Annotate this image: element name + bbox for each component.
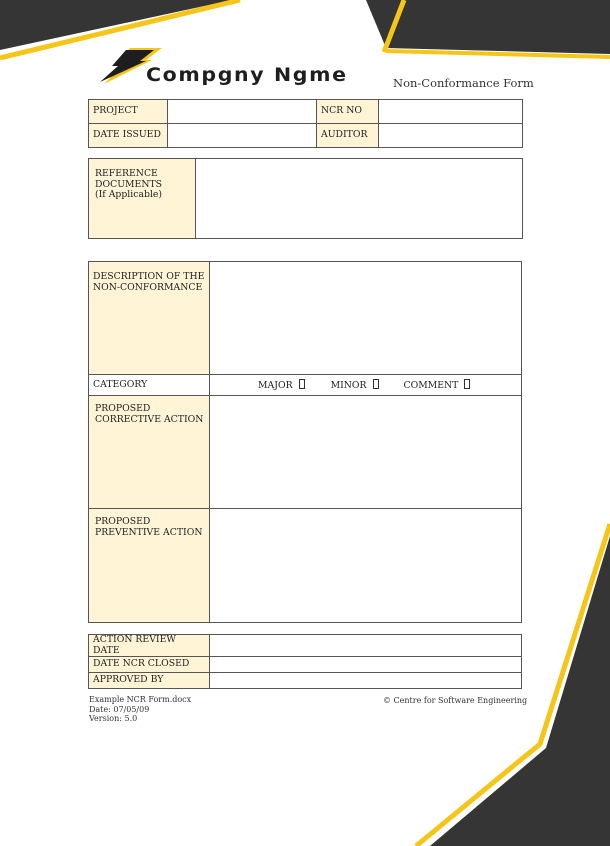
category-comment[interactable]: COMMENT bbox=[403, 379, 470, 392]
corrective-action-field[interactable] bbox=[210, 396, 522, 509]
project-label: PROJECT bbox=[89, 100, 168, 124]
review-table bbox=[88, 634, 522, 689]
preventive-action-field[interactable] bbox=[210, 509, 522, 623]
ncr-no-field[interactable] bbox=[379, 100, 523, 124]
date-issued-field[interactable] bbox=[168, 124, 317, 148]
category-major[interactable]: MAJOR bbox=[258, 379, 305, 392]
footer-copyright: © Centre for Software Engineering bbox=[383, 696, 528, 705]
action-review-date-field[interactable] bbox=[210, 635, 522, 657]
major-checkbox[interactable] bbox=[299, 379, 305, 389]
project-field[interactable] bbox=[168, 100, 317, 124]
footer-version: Version: 5.0 bbox=[89, 714, 138, 723]
form-title: Non-Conformance Form bbox=[393, 76, 534, 90]
footer-filename: Example NCR Form.docx bbox=[89, 695, 192, 704]
comment-checkbox[interactable] bbox=[464, 379, 470, 389]
ncr-no-label: NCR NO bbox=[317, 100, 379, 124]
reference-field[interactable] bbox=[196, 159, 523, 239]
date-issued-label: DATE ISSUED bbox=[89, 124, 168, 148]
reference-table bbox=[88, 158, 523, 239]
approved-by-field[interactable] bbox=[210, 673, 522, 689]
category-label: CATEGORY bbox=[89, 375, 210, 396]
auditor-label: AUDITOR bbox=[317, 124, 379, 148]
auditor-field[interactable] bbox=[379, 124, 523, 148]
main-table bbox=[88, 261, 522, 623]
minor-checkbox[interactable] bbox=[373, 379, 379, 389]
description-field[interactable] bbox=[210, 262, 522, 375]
category-minor[interactable]: MINOR bbox=[331, 379, 379, 392]
preventive-action-label: PROPOSED PREVENTIVE ACTION bbox=[89, 509, 210, 623]
category-options bbox=[210, 375, 522, 396]
footer-date: Date: 07/05/09 bbox=[89, 704, 150, 714]
top-left-corner-shape bbox=[0, 0, 232, 50]
date-ncr-closed-label: DATE NCR CLOSED bbox=[89, 657, 210, 673]
approved-by-label: APPROVED BY bbox=[89, 673, 210, 689]
date-ncr-closed-field[interactable] bbox=[210, 657, 522, 673]
corrective-action-label: PROPOSED CORRECTIVE ACTION bbox=[89, 396, 210, 509]
footer-info bbox=[89, 695, 191, 724]
info-table bbox=[88, 99, 523, 148]
action-review-date-label: ACTION REVIEW DATE bbox=[89, 635, 210, 657]
description-label: DESCRIPTION OF THE NON-CONFORMANCE bbox=[89, 262, 210, 375]
company-name: Compgny Ngme bbox=[146, 64, 348, 86]
reference-label: REFERENCE DOCUMENTS (If Applicable) bbox=[89, 159, 196, 239]
